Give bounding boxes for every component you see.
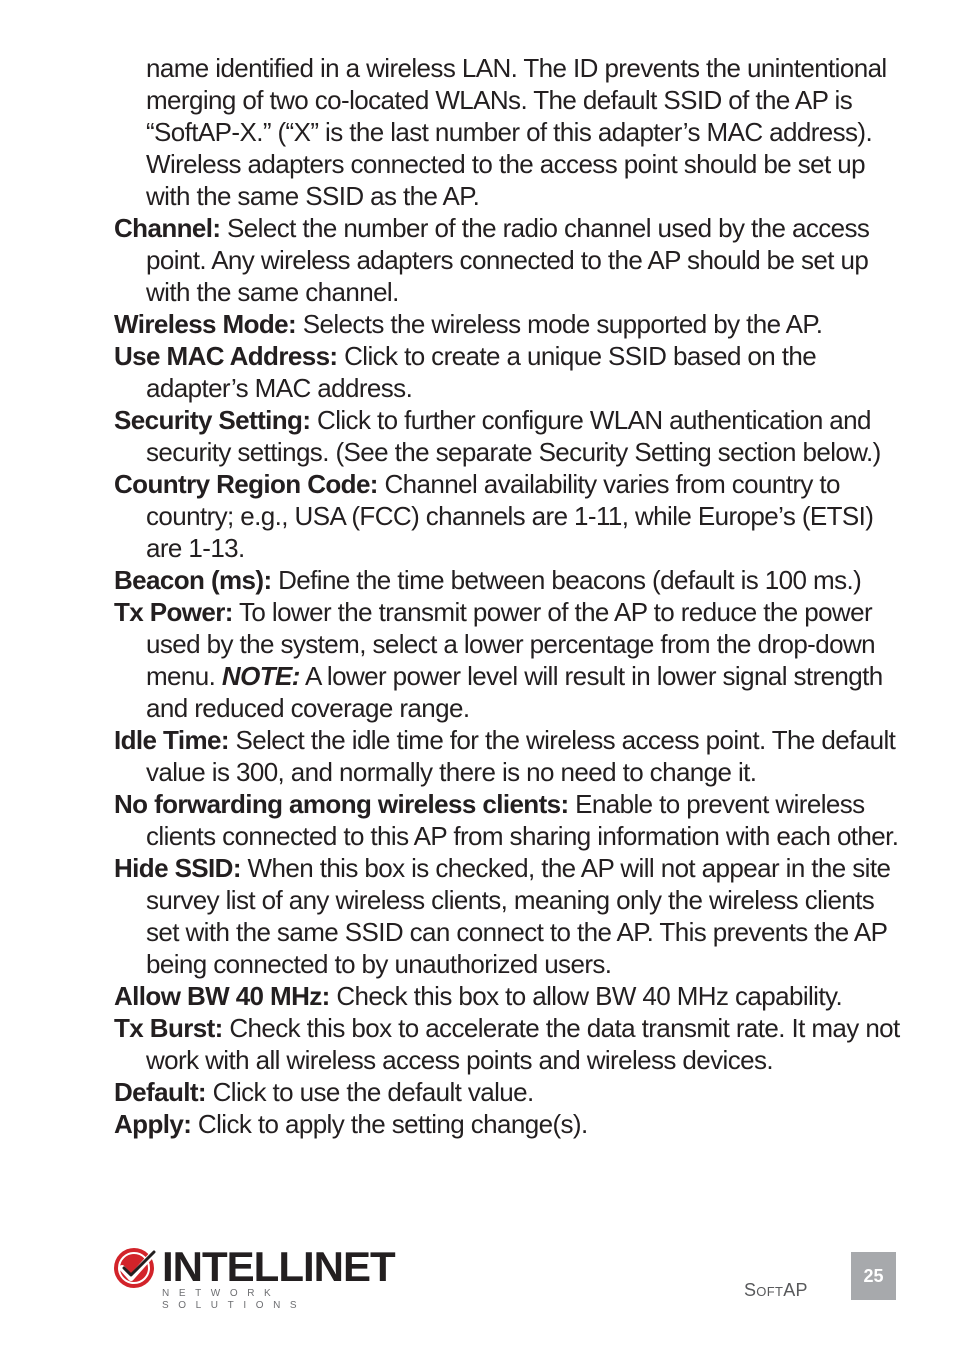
entry-text: Click to use the default value.: [205, 1077, 534, 1107]
entry-default: [114, 1076, 904, 1108]
note-label: NOTE:: [221, 661, 300, 691]
entry-term: Country Region Code:: [114, 469, 378, 499]
entry-term: Idle Time:: [114, 725, 229, 755]
entry-country-region-code: [114, 468, 904, 564]
entry-text: A lower power level will result in lower signal strength and reduced coverage range.: [146, 661, 883, 723]
entry-text: name identified in a wireless LAN. The ID prevents the unintentional merging of two co-located WLANs. The default SSID of the AP is “SoftAP-X.” (“X” is the last number of this adapter’s MAC address). Wireless adapters connected to the access point should be set up with the same SSID as the AP.: [146, 53, 887, 211]
checkmark-logo-icon: [112, 1244, 160, 1292]
entry-text: Selects the wireless mode supported by the AP.: [296, 309, 823, 339]
entry-hide-ssid: [114, 852, 904, 980]
entry-tx-power: [114, 596, 904, 724]
entry-text: Channel availability varies from country to country; e.g., USA (FCC) channels are 1-11, while Europe’s (ETSI) are 1-13.: [146, 469, 874, 563]
entry-no-forwarding: [114, 788, 904, 852]
entry-term: No forwarding among wireless clients:: [114, 789, 569, 819]
entry-term: Channel:: [114, 213, 221, 243]
section-name: SoftAP: [744, 1280, 808, 1300]
entry-wireless-mode: [114, 308, 904, 340]
logo-tagline: NETWORK SOLUTIONS: [162, 1288, 307, 1311]
entry-text: Click to further configure WLAN authentication and security settings. (See the separate Security Setting section below.): [146, 405, 881, 467]
entry-text: Define the time between beacons (default is 100 ms.): [271, 565, 862, 595]
entry-allow-bw-40: [114, 980, 904, 1012]
entry-term: Apply:: [114, 1109, 192, 1139]
entry-term: Wireless Mode:: [114, 309, 297, 339]
entry-apply: [114, 1108, 904, 1140]
settings-description-list: [114, 52, 904, 1140]
entry-text: Click to apply the setting change(s).: [191, 1109, 588, 1139]
entry-text: Click to create a unique SSID based on the adapter’s MAC address.: [146, 341, 817, 403]
entry-text: Check this box to accelerate the data transmit rate. It may not work with all wireless access points and wireless devices.: [146, 1013, 900, 1075]
entry-text: Enable to prevent wireless clients connected to this AP from sharing information with each other.: [146, 789, 899, 851]
entry-text: When this box is checked, the AP will not appear in the site survey list of any wireless clients, meaning only the wireless clients set with the same SSID can connect to the AP. This prevents the AP being connected to by unauthorized users.: [146, 853, 891, 979]
entry-term: Tx Power:: [114, 597, 233, 627]
entry-text: Select the number of the radio channel used by the access point. Any wireless adapters connected to the AP should be set up with the same channel.: [146, 213, 870, 307]
entry-term: Default:: [114, 1077, 206, 1107]
entry-term: Allow BW 40 MHz:: [114, 981, 330, 1011]
entry-text: To lower the transmit power of the AP to reduce the power used by the system, select a lower percentage from the drop-down menu.: [146, 597, 875, 691]
entry-term: Tx Burst:: [114, 1013, 223, 1043]
entry-use-mac-address: [114, 340, 904, 404]
ssid-continuation: [114, 52, 904, 212]
page-number: 25: [851, 1252, 896, 1300]
entry-beacon: [114, 564, 904, 596]
entry-channel: [114, 212, 904, 308]
intellinet-logo: [112, 1243, 412, 1311]
entry-tx-burst: [114, 1012, 904, 1076]
entry-text: Check this box to allow BW 40 MHz capability.: [329, 981, 843, 1011]
entry-text: Select the idle time for the wireless access point. The default value is 300, and normally there is no need to change it.: [146, 725, 896, 787]
entry-security-setting: [114, 404, 904, 468]
entry-term: Security Setting:: [114, 405, 311, 435]
entry-term: Hide SSID:: [114, 853, 241, 883]
entry-idle-time: [114, 724, 904, 788]
logo-wordmark: INTELLINET: [162, 1243, 395, 1290]
entry-term: Use MAC Address:: [114, 341, 338, 371]
entry-term: Beacon (ms):: [114, 565, 272, 595]
